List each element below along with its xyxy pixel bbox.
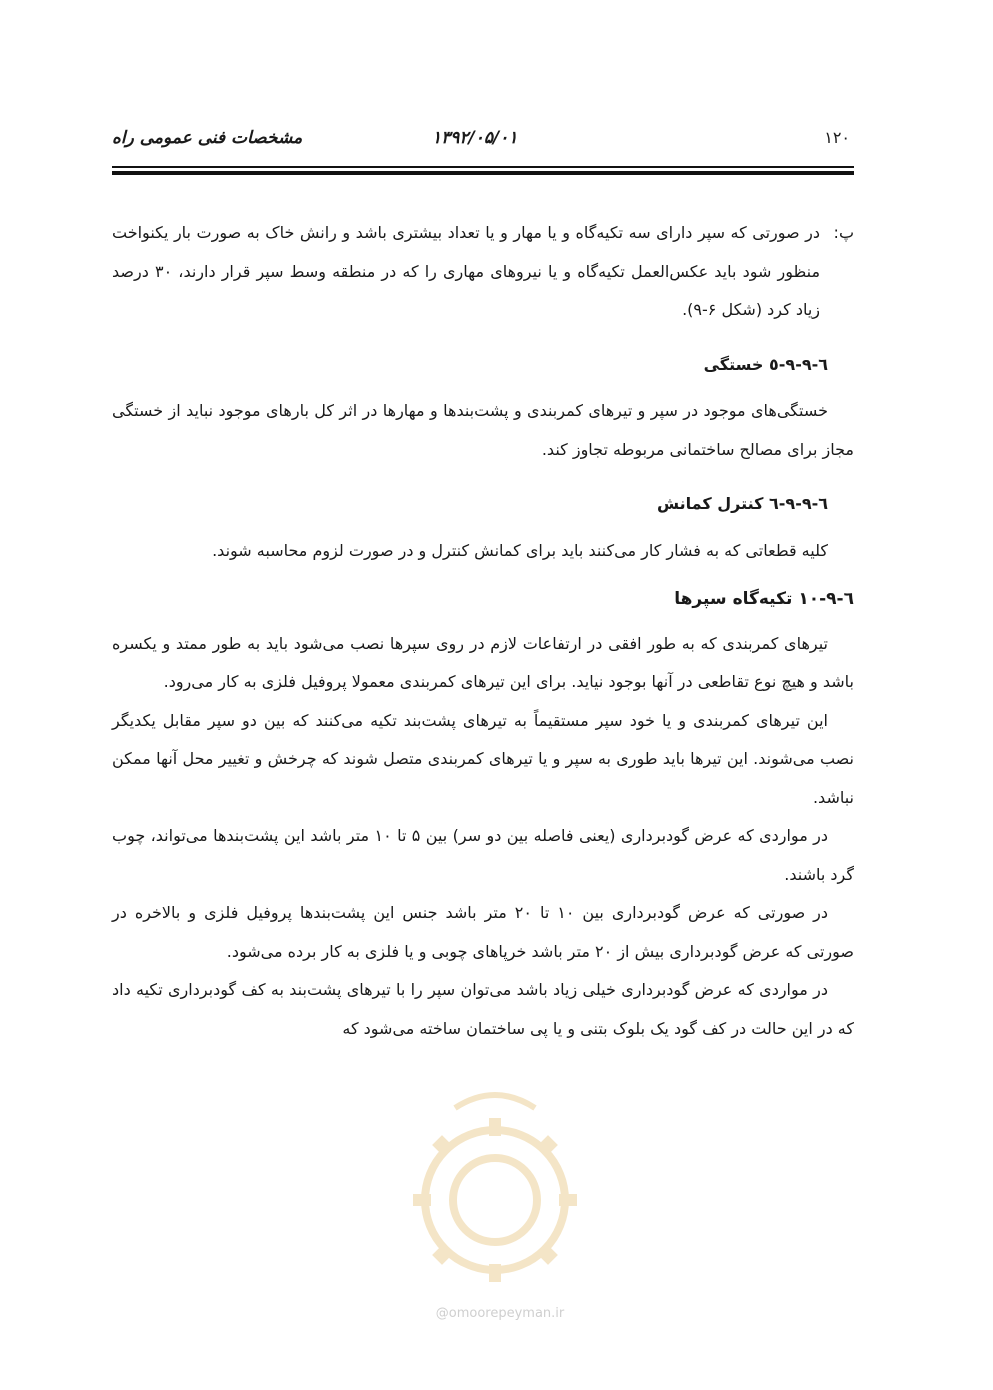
fatigue-heading: ٦-٩-٩-٥ خستگی	[703, 354, 828, 374]
clause-b-label: پ:	[833, 223, 854, 242]
buckling-paragraph: کلیه قطعاتی که به فشار کار می‌کنند باید برای کمانش کنترل و در صورت لزوم محاسبه شوند.	[212, 540, 828, 560]
section-paragraph: در صورتی که عرض گودبرداری بین ۱۰ تا ۲۰ متر باشد جنس این پشت‌بندها پروفیل فلزی و بالاخره در صورتی که عرض گودبرداری بیش از ۲۰ متر باشد خرپاهای چوبی و یا فلزی به کار برده می‌شود.	[112, 903, 854, 961]
section-paragraph: در مواردی که عرض گودبرداری خیلی زیاد باشد می‌توان سپر را با تیرهای پشت‌بند به کف گودبرداری تکیه داد که در این حالت در کف گود یک بلوک بتنی و یا پی ساختمان ساخته می‌شود که	[112, 980, 854, 1038]
buckling-heading: ٦-٩-٩-٦ کنترل کمانش	[657, 494, 828, 513]
section-paragraph: تیرهای کمربندی که به طور افقی در ارتفاعات لازم در روی سپرها نصب می‌شود باید به طور ممتد و یکسره باشد و هیچ نوع تقاطعی در آنها بوجود نیاید. برای این تیرهای کمربندی معمولا پروفیل فلزی به کار می‌رود.	[112, 633, 854, 691]
section-heading: ٦-٩-١٠ تکیه‌گاه سپرها	[674, 589, 854, 609]
page-number: ۱۲۰	[824, 128, 850, 147]
header-date: ۱۳۹۲/۰۵/۰۱	[432, 128, 518, 148]
section-paragraph: این تیرهای کمربندی و یا خود سپر مستقیماً به تیرهای پشت‌بند تکیه می‌کنند که بین دو سپر مقابل یکدیگر نصب می‌شوند. این تیرها باید طوری به سپر و یا تیرهای کمربندی متصل شوند که چرخش و تغییر محل آنها ممکن نباشد.	[112, 710, 854, 807]
watermark-url: @omoorepeyman.ir	[435, 1306, 565, 1321]
fatigue-paragraph: خستگی‌های موجود در سپر و تیرهای کمربندی و پشت‌بندها و مهارها در اثر کل بارهای موجود نباید از خستگی مجاز برای مصالح ساختمانی مربوطه تجاوز کند.	[112, 401, 854, 459]
watermark-logo	[395, 1080, 595, 1300]
page-body	[112, 214, 854, 1048]
section-paragraph: در مواردی که عرض گودبرداری (یعنی فاصله بین دو سر) بین ۵ تا ۱۰ متر باشد این پشت‌بندها می‌تواند، چوب گرد باشند.	[112, 826, 854, 884]
header-rule-thin	[112, 166, 854, 168]
header-title: مشخصات فنی عمومی راه	[112, 128, 303, 148]
header-rule-thick	[112, 171, 854, 175]
gear-icon	[425, 1130, 565, 1270]
clause-b	[112, 214, 854, 330]
page-header	[112, 128, 854, 158]
clause-b-text: در صورتی که سپر دارای سه تکیه‌گاه و یا مهار و یا تعداد بیشتری باشد و رانش خاک به صورت بار یکنواخت منظور شود باید عکس‌العمل تکیه‌گاه و یا نیروهای مهاری را که در منطقه وسط سپر قرار دارند، ۳۰ درصد زیاد کرد (شکل ۶-۹).	[112, 223, 821, 319]
